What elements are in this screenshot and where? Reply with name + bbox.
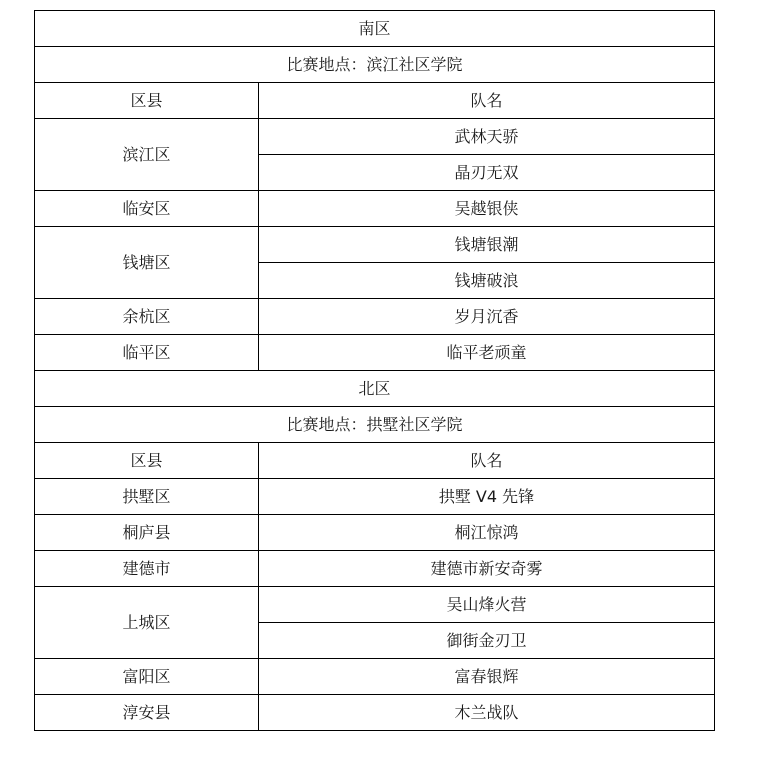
venue-label: 比赛地点：拱墅社区学院 [35,407,715,443]
team-cell: 武林天骄 [259,119,715,155]
district-cell: 桐庐县 [35,515,259,551]
table-row [35,551,715,587]
team-cell: 建德市新安奇雾 [259,551,715,587]
team-cell: 临平老顽童 [259,335,715,371]
team-cell: 御街金刃卫 [259,623,715,659]
district-cell: 临安区 [35,191,259,227]
team-cell: 吴山烽火营 [259,587,715,623]
district-cell: 余杭区 [35,299,259,335]
team-cell: 钱塘银潮 [259,227,715,263]
team-cell: 桐江惊鸿 [259,515,715,551]
table-row [35,479,715,515]
table-row [35,191,715,227]
section-title: 北区 [35,371,715,407]
table-row [35,119,715,155]
table-row [35,587,715,623]
venue-label: 比赛地点：滨江社区学院 [35,47,715,83]
district-cell: 拱墅区 [35,479,259,515]
district-cell: 钱塘区 [35,227,259,299]
section-title: 南区 [35,11,715,47]
venue-row [35,407,715,443]
team-cell: 富春银辉 [259,659,715,695]
district-cell: 滨江区 [35,119,259,191]
team-cell: 吴越银侠 [259,191,715,227]
team-roster-table [34,10,715,731]
district-column-header: 区县 [35,443,259,479]
section-title-row [35,371,715,407]
team-column-header: 队名 [259,83,715,119]
team-column-header: 队名 [259,443,715,479]
district-cell: 建德市 [35,551,259,587]
district-cell: 淳安县 [35,695,259,731]
team-cell: 钱塘破浪 [259,263,715,299]
venue-row [35,47,715,83]
district-cell: 临平区 [35,335,259,371]
team-cell: 拱墅 V4 先锋 [259,479,715,515]
district-column-header: 区县 [35,83,259,119]
district-cell: 上城区 [35,587,259,659]
team-cell: 晶刃无双 [259,155,715,191]
team-cell: 木兰战队 [259,695,715,731]
table-row [35,515,715,551]
team-cell: 岁月沉香 [259,299,715,335]
column-header-row [35,443,715,479]
column-header-row [35,83,715,119]
table-row [35,299,715,335]
section-title-row [35,11,715,47]
table-row [35,659,715,695]
table-row [35,335,715,371]
table-row [35,227,715,263]
table-row [35,695,715,731]
district-cell: 富阳区 [35,659,259,695]
